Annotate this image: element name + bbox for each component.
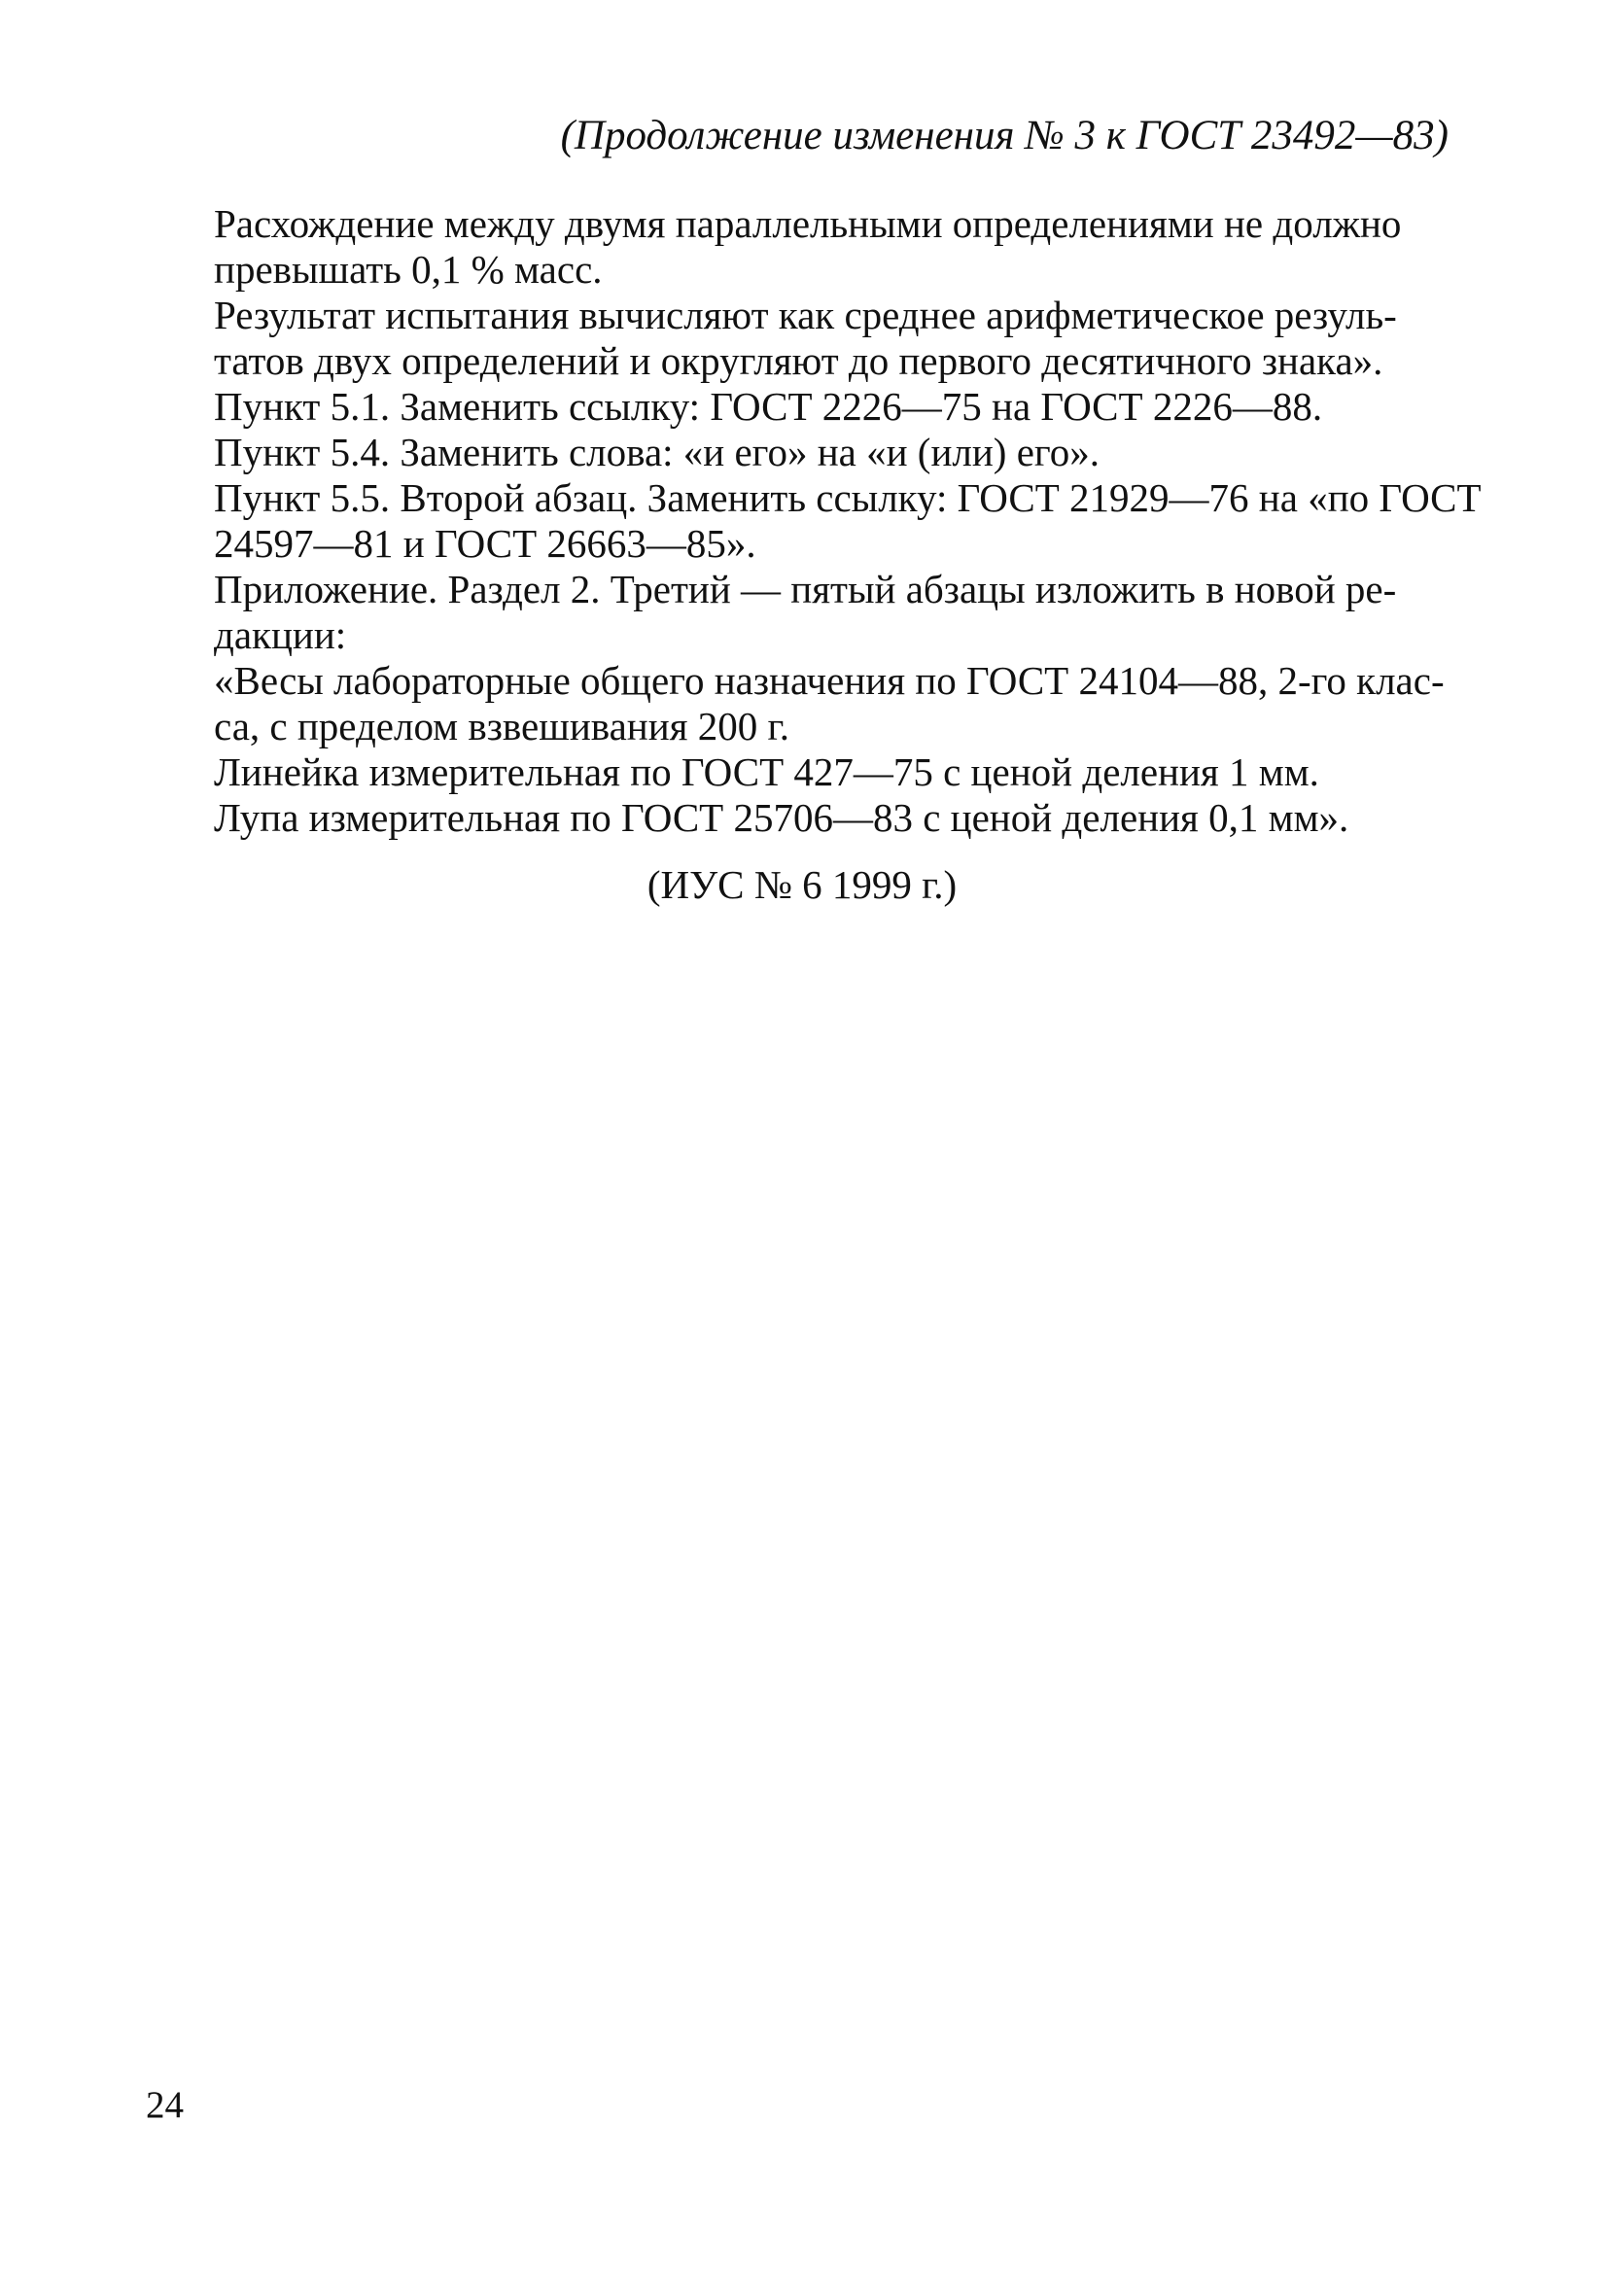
source-note: (ИУС № 6 1999 г.)	[646, 862, 958, 907]
paragraph-test-result	[156, 293, 1449, 384]
text-line: Пункт 5.4. Заменить слова: «и его» на «и (или) его».	[214, 430, 1100, 474]
text-line: Пункт 5.1. Заменить ссылку: ГОСТ 2226—75 на ГОСТ 2226—88.	[214, 384, 1323, 429]
text-line: Пункт 5.5. Второй абзац. Заменить ссылку: ГОСТ 21929—76 на «по ГОСТ	[214, 475, 1482, 520]
text-line: татов двух определений и округляют до первого десятичного знака».	[214, 338, 1383, 383]
text-line: Расхождение между двумя параллельными определениями не должно	[214, 201, 1402, 246]
text-line: са, с пределом взвешивания 200 г.	[214, 704, 789, 748]
paragraph-magnifier	[156, 795, 1449, 841]
paragraph-clause-5-4	[156, 430, 1449, 475]
body-text	[156, 201, 1482, 841]
text-line: 24597—81 и ГОСТ 26663—85».	[214, 521, 756, 566]
paragraph-appendix	[156, 567, 1449, 658]
paragraph-clause-5-5	[156, 475, 1482, 567]
paragraph-scales	[156, 658, 1449, 749]
paragraph-clause-5-1	[156, 384, 1449, 430]
paragraph-divergence	[156, 201, 1449, 293]
text-line: Результат испытания вычисляют как среднее арифметическое резуль-	[214, 293, 1397, 337]
text-line: Приложение. Раздел 2. Третий — пятый абзацы изложить в новой ре-	[214, 567, 1397, 611]
text-line: «Весы лабораторные общего назначения по ГОСТ 24104—88, 2-го клас-	[214, 658, 1445, 703]
paragraph-ruler	[156, 749, 1449, 795]
text-line: Линейка измерительная по ГОСТ 427—75 с ценой деления 1 мм.	[214, 749, 1319, 794]
text-line: дакции:	[214, 612, 347, 657]
running-head: (Продолжение изменения № 3 к ГОСТ 23492—83)	[560, 113, 1449, 158]
text-line: превышать 0,1 % масс.	[214, 247, 603, 292]
text-line: Лупа измерительная по ГОСТ 25706—83 с ценой деления 0,1 мм».	[214, 795, 1349, 840]
page-number: 24	[146, 2084, 184, 2126]
